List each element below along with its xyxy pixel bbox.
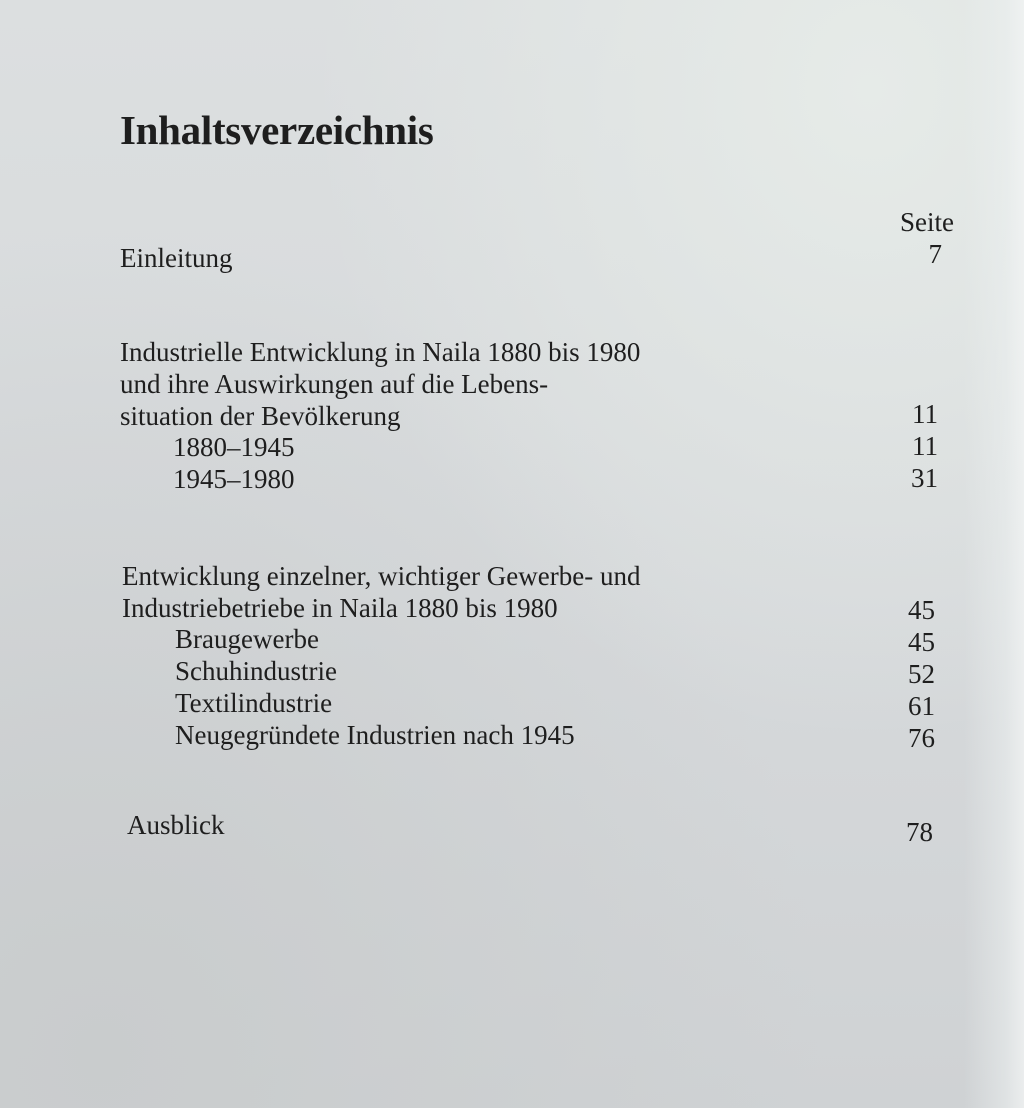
toc-subentry-page: 52 (908, 659, 935, 689)
toc-entry-gewerbe-line-2: Industriebetriebe in Naila 1880 bis 1980 (122, 593, 558, 623)
toc-subentry-page: 45 (908, 627, 935, 657)
toc-page-industrie: 11 (912, 399, 938, 429)
toc-entry-gewerbe-line-1: Entwicklung einzelner, wichtiger Gewerbe- und (122, 561, 641, 591)
toc-subentry-page: 11 (912, 431, 938, 461)
toc-entry-ausblick: Ausblick (127, 810, 225, 840)
toc-subentry: Braugewerbe (175, 624, 319, 654)
toc-page-einleitung: 7 (928, 239, 942, 269)
page-column-label: Seite (900, 207, 954, 237)
toc-subentry: Schuhindustrie (175, 656, 337, 686)
toc-subentry: 1880–1945 (173, 432, 295, 462)
toc-entry-industrie-line-1: Industrielle Entwicklung in Naila 1880 bis 1980 (120, 337, 641, 367)
toc-subentry-page: 61 (908, 691, 935, 721)
toc-subentry: Textilindustrie (175, 688, 333, 718)
toc-subentry-page: 76 (908, 723, 935, 753)
toc-entry-einleitung: Einleitung (120, 243, 233, 273)
toc-entry-industrie-line-3: situation der Bevölkerung (120, 401, 401, 431)
toc-subentry: 1945–1980 (173, 464, 295, 494)
toc-page-ausblick: 78 (906, 817, 933, 847)
page-edge-highlight (964, 0, 1024, 1108)
toc-page-gewerbe: 45 (908, 595, 935, 625)
toc-subentry-page: 31 (911, 463, 938, 493)
toc-subentry: Neugegründete Industrien nach 1945 (175, 720, 575, 750)
toc-heading: Inhaltsverzeichnis (120, 107, 434, 153)
toc-entry-industrie-line-2: und ihre Auswirkungen auf die Lebens- (120, 369, 549, 399)
